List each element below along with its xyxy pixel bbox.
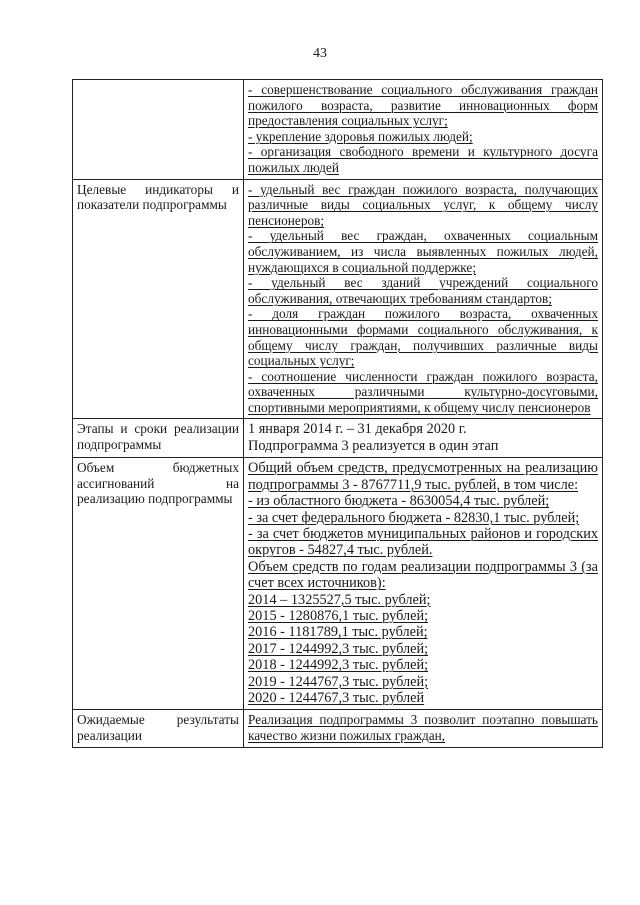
row-label-indicators: Целевые индикаторы и показатели подпрограммы	[73, 179, 244, 419]
row-label-empty	[73, 80, 244, 180]
row-label-results: Ожидаемые результаты реализации	[73, 710, 244, 747]
task-item: - укрепление здоровья пожилых людей;	[248, 128, 473, 144]
results-cell	[244, 710, 603, 747]
task-item: - организация свободного времени и культурного досуга пожилых людей	[248, 144, 598, 175]
stages-cell	[244, 419, 603, 458]
table-row-indicators	[73, 179, 603, 419]
table-row-budget	[73, 458, 603, 710]
table-row-tasks	[73, 80, 603, 180]
budget-year-item: 2018 - 1244992,3 тыс. рублей;	[248, 657, 429, 674]
budget-year-item: 2017 - 1244992,3 тыс. рублей;	[248, 640, 429, 657]
budget-item: - из областного бюджета - 8630054,4 тыс. рублей;	[248, 493, 550, 510]
budget-year-item: 2015 - 1280876,1 тыс. рублей;	[248, 607, 429, 624]
budget-item: - за счет бюджетов муниципальных районов и городских округов - 54827,4 тыс. рублей.	[248, 525, 598, 559]
indicator-item: - соотношение численности граждан пожилого возраста, охваченных различными культурно-досуговыми, спортивными мероприятиями, к общему числу пенсионеров	[248, 368, 598, 415]
page-number: 43	[313, 46, 327, 61]
budget-item: - за счет федерального бюджета - 82830,1 тыс. рублей;	[248, 509, 580, 526]
task-item: - совершенствование социального обслуживания граждан пожилого возраста, развитие инновационных форм предоставления социальных услуг;	[248, 82, 598, 129]
indicator-item: - удельный вес зданий учреждений социального обслуживания, отвечающих требованиям стандартов;	[248, 275, 598, 306]
indicators-cell	[244, 179, 603, 419]
budget-year-item: 2019 - 1244767,3 тыс. рублей;	[248, 673, 429, 690]
indicator-item: - доля граждан пожилого возраста, охваченных инновационными формами социального обслуживания, к общему числу граждан, получивших различные виды социальных услуг;	[248, 306, 598, 369]
stage-dates: 1 января 2014 г. – 31 декабря 2020 г.	[248, 421, 467, 438]
result-item: Реализация подпрограммы 3 позволит поэтапно повышать качество жизни пожилых граждан,	[248, 712, 598, 743]
budget-cell	[244, 458, 603, 710]
budget-year-item: 2016 - 1181789,1 тыс. рублей;	[248, 624, 428, 641]
indicator-item: - удельный вес граждан, охваченных социальным обслуживанием, из числа выявленных пожилых людей, нуждающихся в социальной поддержке;	[248, 228, 598, 275]
indicator-item: - удельный вес граждан пожилого возраста, получающих различные виды социальных услуг, к общему числу пенсионеров;	[248, 181, 598, 228]
budget-years-list	[248, 592, 598, 707]
table-row-results	[73, 710, 603, 747]
budget-year-item: 2020 - 1244767,3 тыс. рублей	[248, 689, 425, 706]
budget-by-year-heading: Объем средств по годам реализации подпрограммы 3 (за счет всех источников):	[248, 558, 598, 592]
tasks-cell	[244, 80, 603, 180]
table-row-stages	[73, 419, 603, 458]
stage-note: Подпрограмма 3 реализуется в один этап	[248, 437, 499, 454]
subprogram-passport-table	[72, 79, 603, 748]
row-label-budget: Объем бюджетных ассигнований на реализацию подпрограммы	[73, 458, 244, 710]
row-label-stages: Этапы и сроки реализации подпрограммы	[73, 419, 244, 458]
budget-year-item: 2014 – 1325527,5 тыс. рублей;	[248, 591, 431, 608]
budget-total: Общий объем средств, предусмотренных на реализацию подпрограммы 3 - 8767711,9 тыс. рублей, в том числе:	[248, 460, 598, 493]
